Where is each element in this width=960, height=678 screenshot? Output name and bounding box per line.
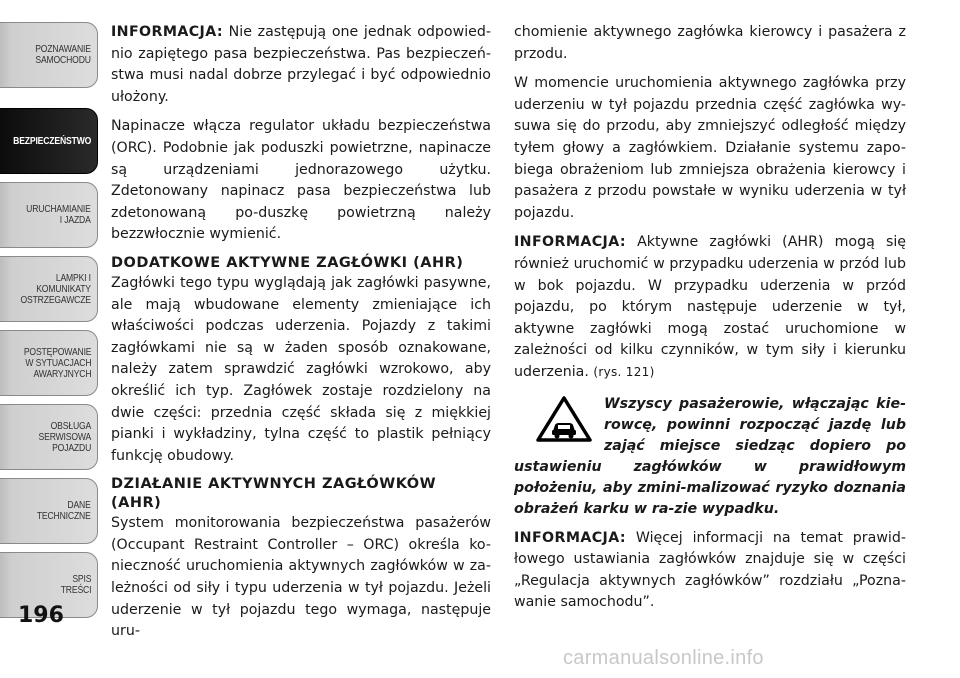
tab-poznawanie-samochodu[interactable] [0,22,98,88]
paragraph-information-3 [514,528,906,614]
paragraph-deployment: W momencie uruchomienia aktywnego zagłówka przy uderzeniu w tył pojazdu przednia część zagłówka wy-suwa się do przodu, aby zmniejszyć odległość między tyłem głowy a zagłówkiem. Działanie systemu zapo-biega obrażeniom lub zmniejsza obrażenia kierowcy i pasażera z przodu powstałe w wyniku uderzenia w tył pojazdu. [514,75,906,221]
tab-label: SPIS TREŚCI [60,573,91,596]
paragraph-ahr-description: Zagłówki tego typu wyglądają jak zagłówki pasywne, ale mają wbudowane elementy zmieniające ich właściwości podczas uderzenia. Pojazdy z takimi zagłówkami nie są w żaden sposób oznakowane, należy zatem sprawdzić zagłówki wzrokowo, aby określić ich typ. Zagłówek zostaje rozdzielony na dwie części: przednia część składa się z miękkiej pianki i wykładziny, tylna część to plastik pełniący funkcję obudowy. [111,274,491,464]
info-text: Nie zastępują one jednak odpowied-nio zapiętego pasa bezpieczeństwa. Pas bezpieczeń-stwa musi nadal dobrze przylegać i być odpowiednio ułożony. [111,24,491,105]
warning-box [514,394,906,520]
tab-lampki-i-komunikaty[interactable] [0,256,98,322]
watermark: carmanualsonline.info [563,647,764,669]
paragraph-continued: chomienie aktywnego zagłówka kierowcy i pasażera z przodu. [514,24,906,62]
page-number: 196 [18,603,64,628]
info-label: INFORMACJA: [514,529,626,546]
info-label: INFORMACJA: [514,234,626,251]
info-text: Więcej informacji na temat prawid-łowego ustawiania zagłówków znajduje się w części „Regulacja aktywnych zagłówków” rozdziału „Pozna-wanie samochodu”. [514,529,906,611]
tab-bezpieczenstwo[interactable] [0,108,98,174]
heading-active-head-restraints: DODATKOWE AKTYWNE ZAGŁÓWKI (AHR) [111,254,464,271]
tab-label: BEZPIECZEŃSTWO [12,134,91,147]
warning-triangle-icon [536,396,592,442]
tab-label: LAMPKI I KOMUNIKATY OSTRZEGAWCZE [20,271,91,306]
figure-reference: (rys. 121) [593,364,655,379]
tab-label: DANE TECHNICZNE [37,499,91,522]
tab-label: URUCHAMIANIE I JAZDA [26,203,91,226]
chapter-tabs [0,0,104,600]
right-column [514,22,906,622]
warning-text: Wszyscy pasażerowie, włączając kie-rowcę, powinni rozpocząć jazdę lub zająć miejsce siedząc dopiero po ustawieniu zagłówków w prawidłowym położeniu, aby zmini-malizować ryzyko doznania obrażeń karku w ra-zie wypadku. [514,395,906,517]
heading-ahr-operation: DZIAŁANIE AKTYWNYCH ZAGŁÓWKÓW (AHR) [111,476,437,512]
info-text: Aktywne zagłówki (AHR) mogą się również uruchomić w przypadku uderzenia w przód lub w bok pojazdu. W przypadku uderzenia w przód pojazdu, po którym następuje uderzenie w tył, aktywne zagłówki mogą zostać uruchomione w zależności od kilku czynników, w tym siły i kierunku uderzenia. [514,234,906,380]
tab-obsluga-serwisowa[interactable] [0,404,98,470]
paragraph-information-2 [514,232,906,383]
left-column [111,22,491,651]
tab-uruchamianie-i-jazda[interactable] [0,182,98,248]
paragraph-pretensioners: Napinacze włącza regulator układu bezpieczeństwa (ORC). Podobnie jak poduszki powietrzne, napinacze są urządzeniami jednorazowego użytku. Zdetonowany napinacz pasa bezpieczeństwa lub zdetonowaną po-duszkę powietrzną należy bezzwłocznie wymienić. [111,118,491,243]
tab-label: OBSŁUGA SERWISOWA POJAZDU [38,419,91,454]
tab-label: POSTĘPOWANIE W SYTUACJACH AWARYJNYCH [23,345,91,380]
paragraph-information-1 [111,22,491,108]
paragraph-orc-system: System monitorowania bezpieczeństwa pasażerów (Occupant Restraint Controller – ORC) określa ko-nieczność uruchomienia aktywnych zagłówków w za-leżności od siły i typu uderzenia w tył pojazdu. Jeżeli uderzenie w tył pojazdu tego wymaga, następuje uru- [111,515,491,640]
tab-dane-techniczne[interactable] [0,478,98,544]
info-label: INFORMACJA: [111,24,223,40]
tab-label: POZNAWANIE SAMOCHODU [35,43,91,66]
tab-postepowanie-awaryjne[interactable] [0,330,98,396]
